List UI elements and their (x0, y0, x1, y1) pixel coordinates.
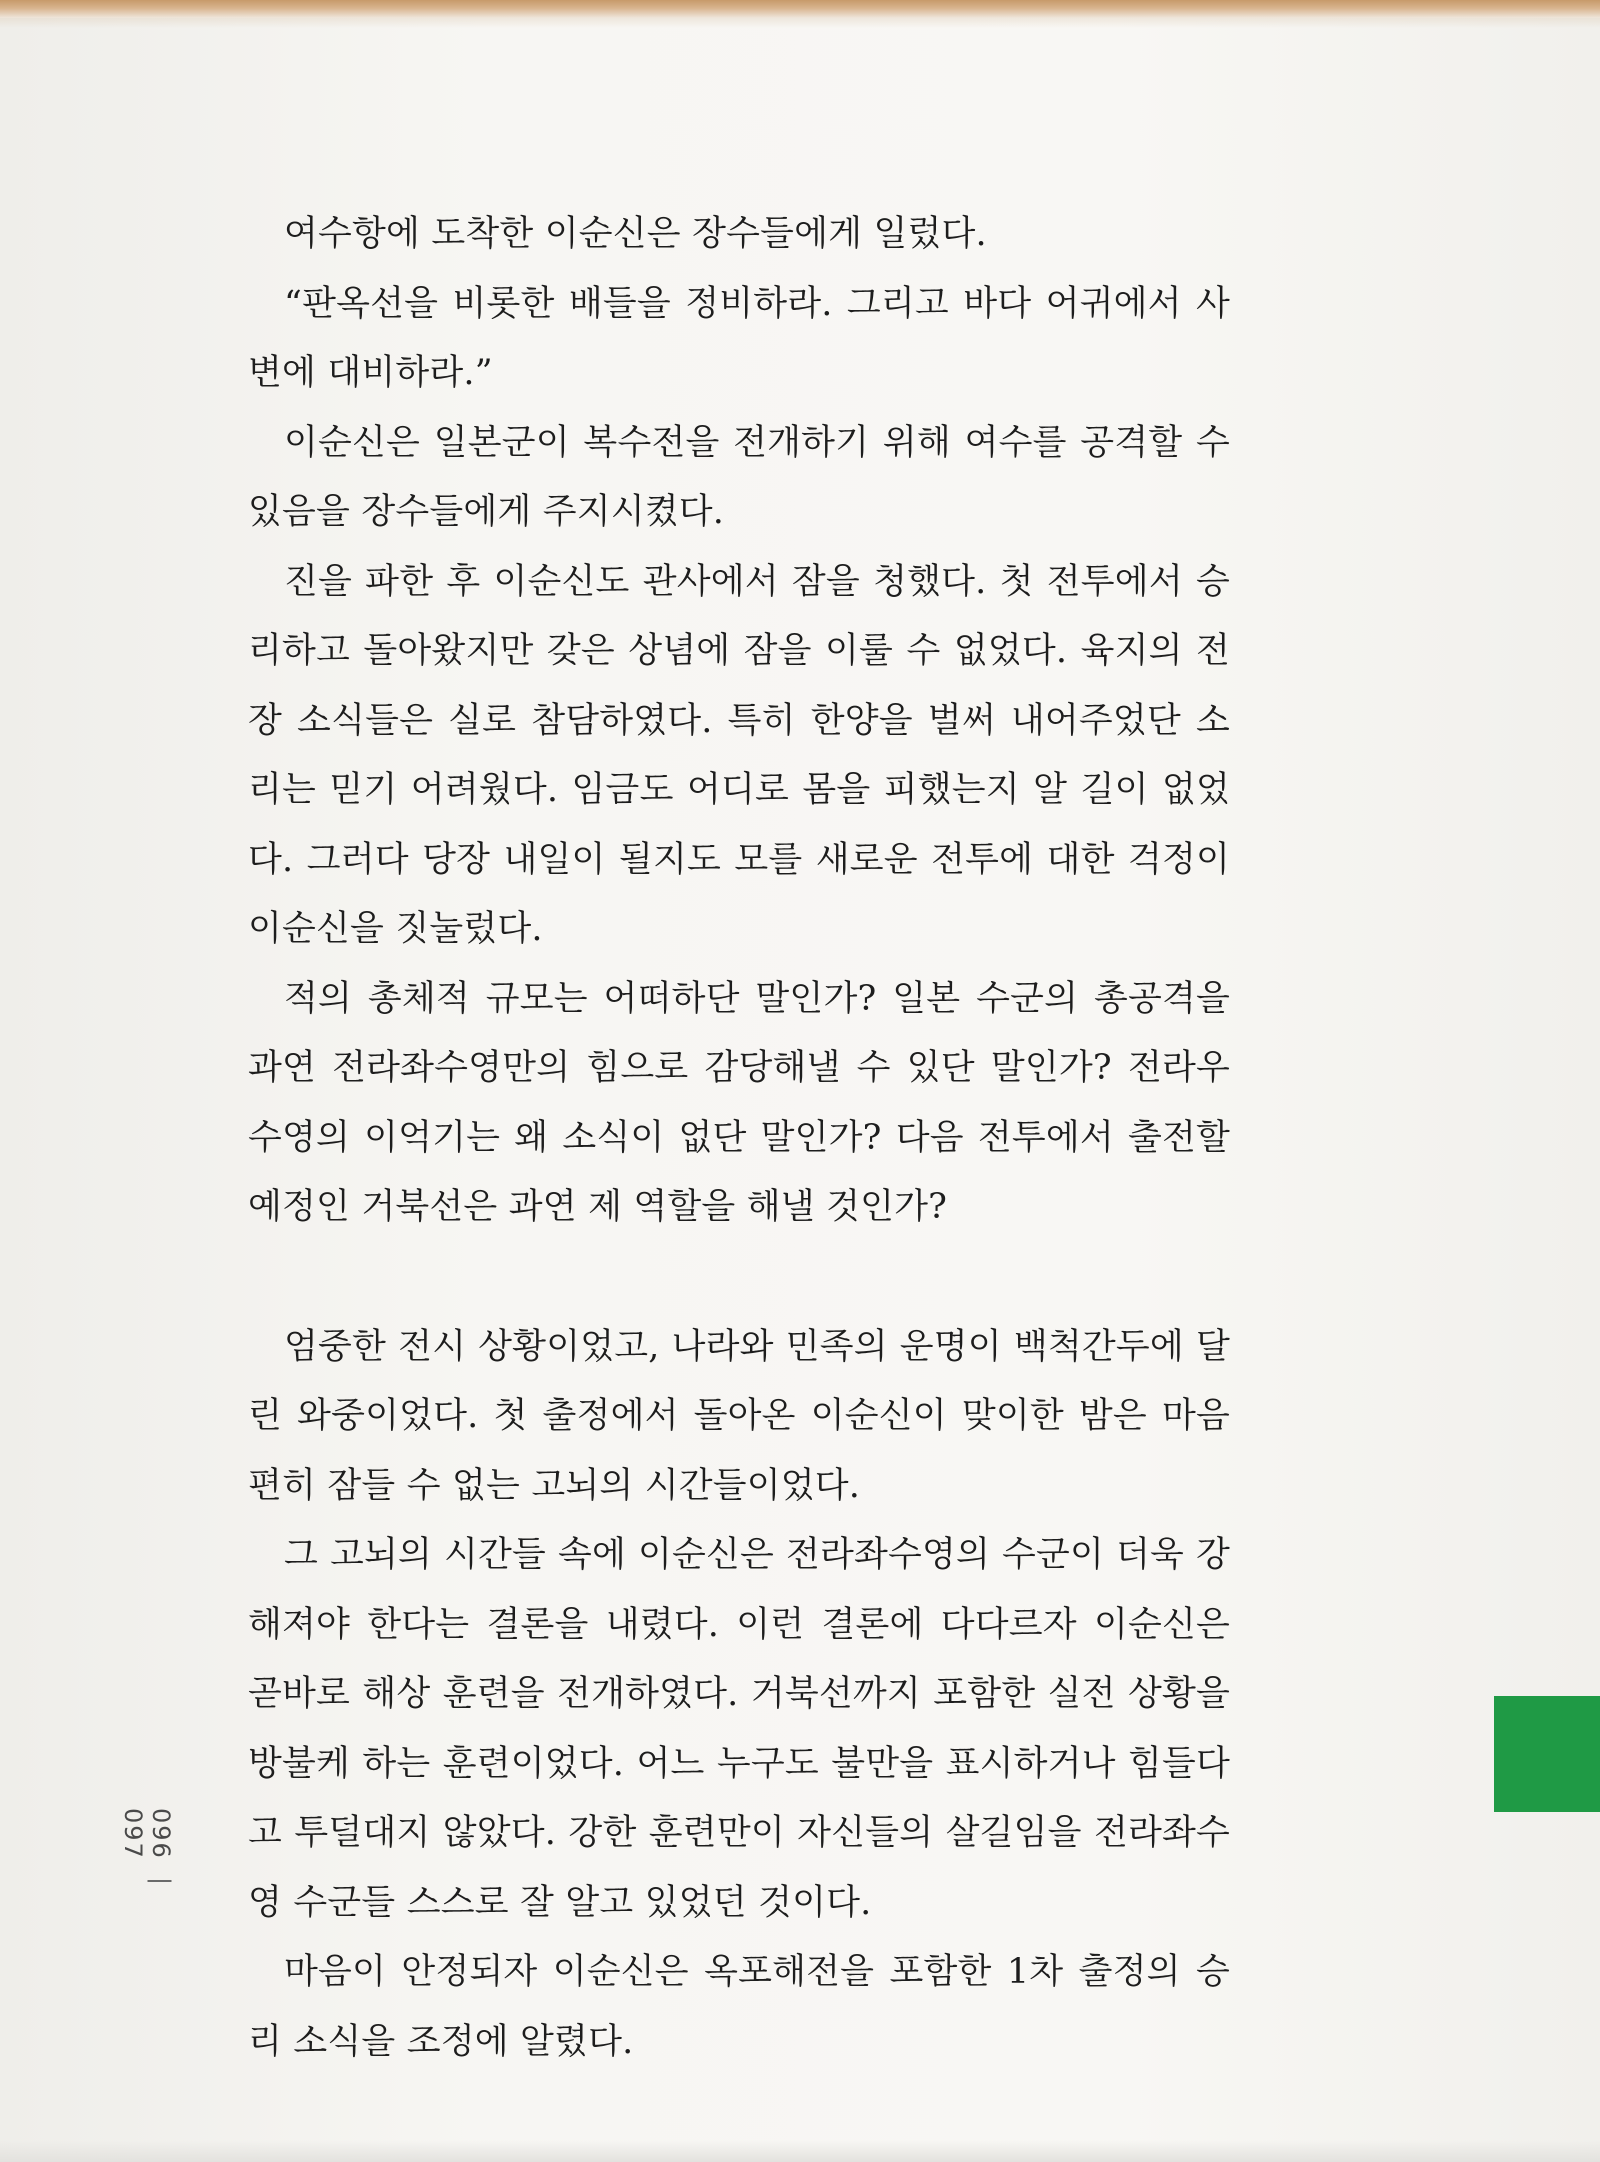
dialogue-paragraph: “판옥선을 비롯한 배들을 정비하라. 그리고 바다 어귀에서 사변에 대비하라.” (248, 283, 1230, 393)
chapter-thumb-tab (1494, 1696, 1600, 1812)
body-text (248, 200, 1230, 2077)
paragraph: 이순신은 일본군이 복수전을 전개하기 위해 여수를 공격할 수 있음을 장수들에게 주지시켰다. (248, 422, 1230, 532)
paragraph: 그 고뇌의 시간들 속에 이순신은 전라좌수영의 수군이 더욱 강해져야 한다는 결론을 내렸다. 이런 결론에 다다르자 이순신은 곧바로 해상 훈련을 전개하였다. 거북선까지 포함한 실전 상황을 방불케 하는 훈련이었다. 어느 누구도 불만을 표시하거나 힘들다고 투덜대지 않았다. 강한 훈련만이 자신들의 살길임을 전라좌수영 수군들 스스로 잘 알고 있었던 것이다. (248, 1535, 1230, 1923)
page-numbers (119, 1808, 175, 1918)
page-top-edge (0, 0, 1600, 18)
page-number-separator: | (147, 1877, 175, 1888)
left-page-number: 096 (147, 1808, 175, 1860)
paragraph: 여수항에 도착한 이순신은 장수들에게 일렀다. (284, 214, 987, 254)
paragraph: 적의 총체적 규모는 어떠하단 말인가? 일본 수군의 총공격을 과연 전라좌수영만의 힘으로 감당해낼 수 있단 말인가? 전라우수영의 이억기는 왜 소식이 없단 말인가? 다음 전투에서 출전할 예정인 거북선은 과연 제 역할을 해낼 것인가? (248, 978, 1230, 1227)
paragraph: 마음이 안정되자 이순신은 옥포해전을 포함한 1차 출정의 승리 소식을 조정에 알렸다. (248, 1952, 1230, 2062)
paragraph: 진을 파한 후 이순신도 관사에서 잠을 청했다. 첫 전투에서 승리하고 돌아왔지만 갖은 상념에 잠을 이룰 수 없었다. 육지의 전장 소식들은 실로 참담하였다. 특히 한양을 벌써 내어주었단 소리는 믿기 어려웠다. 임금도 어디로 몸을 피했는지 알 길이 없었다. 그러다 당장 내일이 될지도 모를 새로운 전투에 대한 걱정이 이순신을 짓눌렀다. (248, 561, 1230, 949)
right-page-number: 097 (119, 1808, 147, 1860)
section-break (248, 1243, 1230, 1313)
page-bottom-edge (0, 2140, 1600, 2162)
paragraph: 엄중한 전시 상황이었고, 나라와 민족의 운명이 백척간두에 달린 와중이었다. 첫 출정에서 돌아온 이순신이 맞이한 밤은 마음 편히 잠들 수 없는 고뇌의 시간들이었다. (248, 1326, 1230, 1506)
page-top-edge-shadow (0, 18, 1600, 28)
